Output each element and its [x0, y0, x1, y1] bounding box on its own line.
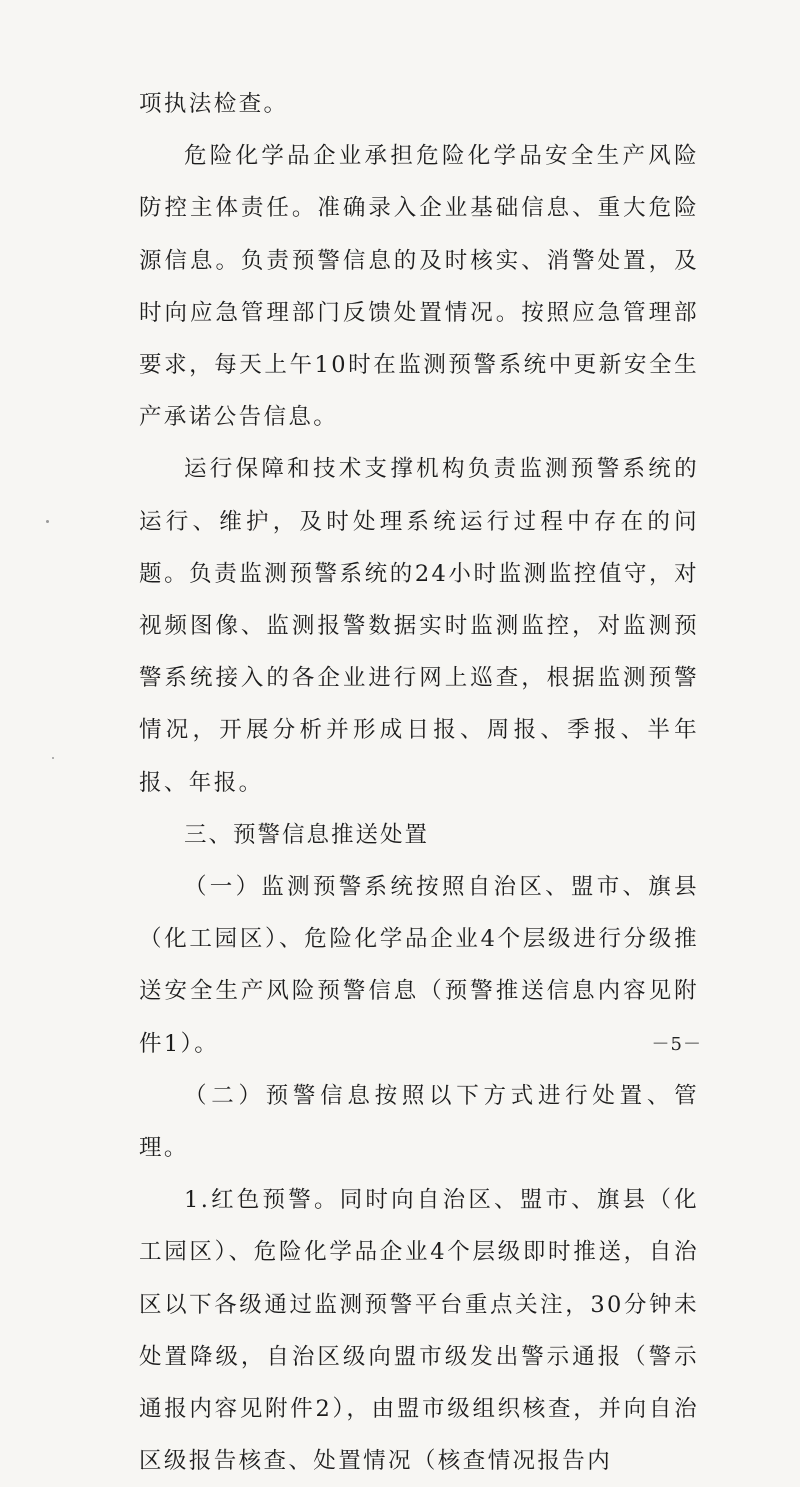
- paragraph-tiered-push: （一）监测预警系统按照自治区、盟市、旗县（化工园区）、危险化学品企业4个层级进行分级推送安全生产风险预警信息（预警推送信息内容见附件1）。: [139, 874, 699, 1057]
- section-heading: 三、预警信息推送处置: [184, 821, 430, 848]
- paragraph-handling-methods: （二）预警信息按照以下方式进行处置、管理。: [139, 1082, 699, 1162]
- paragraph-red-alert: 1.红色预警。同时向自治区、盟市、旗县（化工园区）、危险化学品企业4个层级即时推送，自治区以下各级通过监测预警平台重点关注，30分钟未处置降级，自治区级向盟市级发出警示通报（警示通报内容见附件2），由盟市级组织核查，并向自治区级报告核查、处置情况（核查情况报告内: [139, 1187, 699, 1475]
- scan-dot-mark: [46, 520, 49, 523]
- paragraph-enterprise-responsibility: 危险化学品企业承担危险化学品安全生产风险防控主体责任。准确录入企业基础信息、重大危险源信息。负责预警信息的及时核实、消警处置，及时向应急管理部门反馈处置情况。按照应急管理部要求，每天上午10时在监测预警系统中更新安全生产承诺公告信息。: [139, 143, 699, 431]
- paragraph-technical-support: 运行保障和技术支撑机构负责监测预警系统的运行、维护，及时处理系统运行过程中存在的问题。负责监测预警系统的24小时监测监控值守，对视频图像、监测报警数据实时监测监控，对监测预警系统接入的各企业进行网上巡查，根据监测预警情况，开展分析并形成日报、周报、季报、半年报、年报。: [139, 456, 699, 796]
- document-body: [139, 78, 699, 1487]
- paragraph-continuation: 项执法检查。: [139, 91, 289, 117]
- scan-dot-mark: [52, 757, 54, 759]
- page-number: －5－: [651, 1034, 702, 1055]
